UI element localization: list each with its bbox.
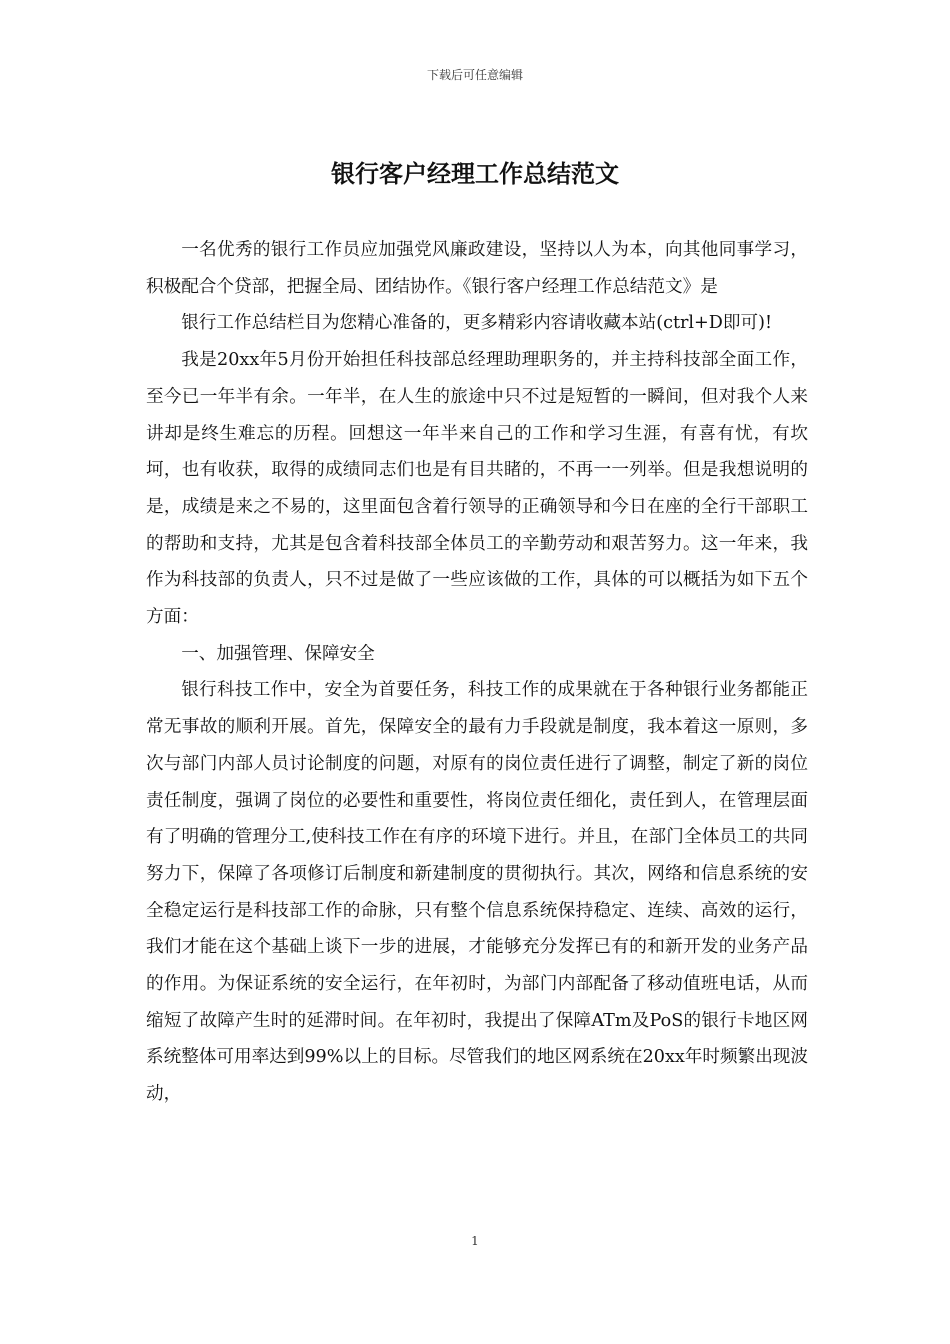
paragraph-column-note: 银行工作总结栏目为您精心准备的，更多精彩内容请收藏本站(ctrl+D即可)!: [181, 313, 773, 334]
section-heading-1: 一、加强管理、保障安全: [181, 643, 375, 664]
paragraph-security: 银行科技工作中，安全为首要任务，科技工作的成果就在于各种银行业务都能正常无事故的顺利开展。首先，保障安全的最有力手段就是制度，我本着这一原则，多次与部门内部人员讨论制度的问题，对原有的岗位责任进行了调整，制定了新的岗位责任制度，强调了岗位的必要性和重要性，将岗位责任细化，责任到人，在管理层面有了明确的管理分工,使科技工作在有序的环境下进行。并且，在部门全体员工的共同努力下，保障了各项修订后制度和新建制度的贯彻执行。其次，网络和信息系统的安全稳定运行是科技部工作的命脉，只有整个信息系统保持稳定、连续、高效的运行，我们才能在这个基础上谈下一步的进展，才能够充分发挥已有的和新开发的业务产品的作用。为保证系统的安全运行，在年初时，为部门内部配备了移动值班电话，从而缩短了故障产生时的延滞时间。在年初时，我提出了保障ATm及PoS的银行卡地区网系统整体可用率达到99%以上的目标。尽管我们的地区网系统在20xx年时频繁出现波动，: [146, 680, 808, 1105]
document-title: 银行客户经理工作总结范文: [331, 159, 619, 188]
document-body: [146, 232, 808, 1113]
page-number: 1: [471, 1234, 479, 1248]
header-note: 下载后可任意编辑: [426, 68, 523, 82]
paragraph-intro: 一名优秀的银行工作员应加强党风廉政建设，坚持以人为本，向其他同事学习，积极配合个贷部，把握全局、团结协作。《银行客户经理工作总结范文》是: [146, 240, 808, 297]
paragraph-background: 我是20xx年5月份开始担任科技部总经理助理职务的，并主持科技部全面工作，至今已一年半有余。一年半，在人生的旅途中只不过是短暂的一瞬间，但对我个人来讲却是终生难忘的历程。回想这一年半来自己的工作和学习生涯，有喜有忧，有坎坷，也有收获，取得的成绩同志们也是有目共睹的，不再一一列举。但是我想说明的是，成绩是来之不易的，这里面包含着行领导的正确领导和今日在座的全行干部职工的帮助和支持，尤其是包含着科技部全体员工的辛勤劳动和艰苦努力。这一年来，我作为科技部的负责人，只不过是做了一些应该做的工作，具体的可以概括为如下五个方面：: [146, 350, 808, 628]
